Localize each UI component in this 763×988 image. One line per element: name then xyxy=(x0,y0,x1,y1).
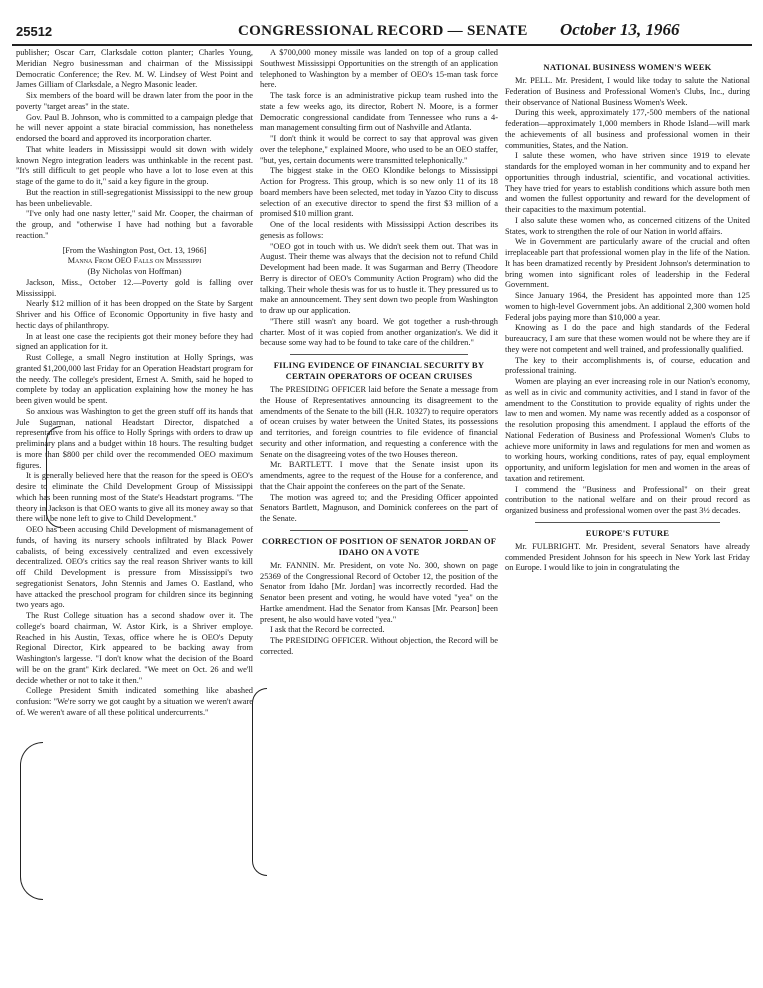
paragraph: We in Government are particularly aware of the crucial and often irreplaceable part that professional women play in the life of the Nation. It has been dramatized recently by President Johnson's determination to bring women into significant roles of leadership in the Federal Government. xyxy=(505,237,750,290)
paragraph: I also salute these women who, as concerned citizens of the United States, work to strengthen the role of our Nation in world affairs. xyxy=(505,215,750,236)
column-3 xyxy=(505,48,750,574)
paragraph: publisher; Oscar Carr, Clarksdale cotton planter; Charles Young, Meridian Negro businessman and chairman of the Mississippi Democratic Conference; the Rev. M. W. Lindsey of West Point and James Gilliam of Clarksdale, a Negro Masonic leader. xyxy=(16,48,253,90)
handwritten-bracket-mark xyxy=(252,688,267,876)
paragraph: I ask that the Record be corrected. xyxy=(270,625,385,635)
paragraph: "I don't think it would be correct to say that approval was given over the telephone," explained Moore, who used to be an OEO staffer, "but, yes, certain documents were transmitted telephonically." xyxy=(260,134,498,165)
paragraph: In at least one case the recipients got their money before they had signed an application for it. xyxy=(16,331,253,352)
paragraph: One of the local residents with Mississippi Action describes its genesis as follows: xyxy=(260,220,498,240)
byline: (By Nicholas von Hoffman) xyxy=(87,267,182,276)
paragraph: Nearly $12 million of it has been dropped on the State by Sargent Shriver and his Office of Economic Opportunity in five hasty and hectic days of philanthropy. xyxy=(16,299,253,330)
source-line: [From the Washington Post, Oct. 13, 1966] xyxy=(62,245,207,255)
page-number: 25512 xyxy=(16,24,53,39)
paragraph: Knowing as I do the pace and high standards of the Federal bureaucracy, I am sure that these women would not be where they are if they were not competent and well trained, and professionally qualified. xyxy=(505,323,750,354)
section-heading: NATIONAL BUSINESS WOMEN'S WEEK xyxy=(543,62,712,72)
section-heading: FILING EVIDENCE OF FINANCIAL SECURITY BY CERTAIN OPERATORS OF OCEAN CRUISES xyxy=(273,360,485,381)
paragraph: Gov. Paul B. Johnson, who is committed to a campaign pledge that he will never appoint a state biracial commission, has nonetheless endorsed the board and approved its incorporation charter. xyxy=(16,112,253,143)
paragraph: Jackson, Miss., October 12.—Poverty gold is falling over Mississippi. xyxy=(16,277,253,298)
column-1 xyxy=(16,48,253,719)
paragraph: College President Smith indicated something like abashed confusion: "We're sorry we got caught by a situation we weren't aware of. We weren't aware of all these political undercurrents." xyxy=(16,686,253,717)
paragraph: During this week, approximately 177,-500 members of the national federation—approximately 1,000 members in Rhode Island—will mark the achievements of all business and professional women in their communities, States, and the Nation. xyxy=(505,108,750,150)
paragraph: The motion was agreed to; and the Presiding Officer appointed Senators Bartlett, Magnuson, and Dominick conferees on the part of the Senate. xyxy=(260,492,498,523)
paragraph: The key to their accomplishments is, of course, education and professional training. xyxy=(505,355,750,376)
paragraph: Since January 1964, the President has appointed more than 125 women to high-level Government jobs. An additional 2,300 women hold Federal jobs paying more than $10,000 a year. xyxy=(505,291,750,322)
column-2 xyxy=(260,48,498,658)
paragraph: Rust College, a small Negro institution at Holly Springs, was granted $1,200,000 last Friday for an Operation Headstart program for the needy. The college's president, Ernest A. Smith, said he hoped to complete by today an application explaining how the money he has been given would be spent. xyxy=(16,353,253,405)
handwritten-bracket-mark xyxy=(20,742,43,900)
paragraph: Women are playing an ever increasing role in our Nation's economy, as well as in civic and community activities, and I stand in favor of the amendment to the Constitution to provide equality of rights under the law to men and women. My name was recently added as a cosponsor of the resolution proposing this amendment. I applaud the efforts of the National Federation of Business and Professional Women's Clubs to achieve more uniformity in laws and regulations for men and women as to working hours, working conditions, rates of pay, equal employment opportunity, and uniform legislation for men and women in the areas of taxation and retirement. xyxy=(505,377,750,483)
paragraph: The Rust College situation has a second shadow over it. The college's board chairman, W. Astor Kirk, is a Shriver employe. Reached in his Austin, Texas, office where he is OEO's Deputy Regional Director, Kirk appeared to be backing away from Washington's largesse. "I don't know what the decision of the Board will be on the grant" Kirk declared. "We meet on Oct. 26 and we'll decide whether or not to take it then." xyxy=(16,611,253,685)
paragraph: Six members of the board will be drawn later from the poor in the poverty "target areas" in the state. xyxy=(16,91,253,111)
paragraph: "I've only had one nasty letter," said Mr. Cooper, the chairman of the group, and "otherwise I have had nothing but a favorable reaction." xyxy=(16,209,253,240)
paragraph: I commend the "Business and Professional" on their great contribution to the national welfare and on their proud record as organized business and professional women over the past 3½ decades. xyxy=(505,484,750,515)
paragraph: I salute these women, who have striven since 1919 to elevate standards for the employed woman in her community and to expand her opportunities through industrial, scientific, and vocational activities. They have tried for years to establish conditions which assure both men and women the fullest opportunity and reward for the development of their capacities to the maximum potential. xyxy=(505,151,750,214)
paragraph: It is generally believed here that the reason for the speed is OEO's desire to eliminate the Child Development Group of Mississippi which has been running most of the State's Headstart programs. "The theory in Jackson is that OEO wants to give all its money away so that there will be none left to give to Child Development." xyxy=(16,471,253,524)
paragraph: The biggest stake in the OEO Klondike belongs to Mississippi Action for Progress. This group, which is so new only 11 of its 18 board members have been selected, met today in Yazoo City to discuss selection of an executive director to spend the first $3 million of a promised $10 million grant. xyxy=(260,166,498,219)
issue-date: October 13, 1966 xyxy=(560,20,680,39)
paragraph: Mr. BARTLETT. I move that the Senate insist upon its amendments, agree to the request of the House for a conference, and that the Chair appoint the conferees on the part of the Senate. xyxy=(260,460,498,491)
handwritten-bracket-mark xyxy=(46,426,61,528)
paragraph: Mr. FANNIN. Mr. President, on vote No. 300, shown on page 25369 of the Congressional Record of October 12, the position of the Senator from Idaho [Mr. Jordan] was incorrectly recorded. Had the Senator been present and voting, he would have voted "yea" on the Hartke amendment. Had the Senator from Kansas [Mr. Pearson] been present, he also would have voted "yea." xyxy=(260,560,498,624)
paragraph: "There still wasn't any board. We got together a rush-through charter. Most of it was copied from another organization's. We did it because some way had to be found to take care of the children." xyxy=(260,316,498,348)
article-title: Manna From OEO Falls on Mississippi xyxy=(67,256,202,266)
paragraph: Mr. FULBRIGHT. Mr. President, several Senators have already commended President Johnson for his speech in New York last Friday on Europe. I would like to join in congratulating the xyxy=(505,541,750,573)
paragraph: The PRESIDING OFFICER. Without objection, the Record will be corrected. xyxy=(260,636,498,656)
paragraph: Mr. PELL. Mr. President, I would like today to salute the National Federation of Business and Professional Women's Clubs, Inc., during their observance of National Business Women's Week. xyxy=(505,76,750,107)
paragraph: A $700,000 money missile was landed on top of a group called Southwest Mississippi Opportunities on the strength of an application telephoned to Washington by a member of OEO's 15-man task force here. xyxy=(260,48,498,90)
page-header xyxy=(0,0,763,44)
section-divider xyxy=(290,530,468,531)
paragraph: "OEO got in touch with us. We didn't seek them out. That was in August. Their theme was always that the decision not to refund Child Development had been made. It was Sugarman and Berry (Theodore Berry is director of OEO's Community Action Program) who did the talking. Their whole thesis was for us to hustle it. They pressured us to make an announcement. They sent down two people from Washington to draw up our application. xyxy=(260,241,498,315)
publication-title: CONGRESSIONAL RECORD — SENATE xyxy=(238,23,528,39)
paragraph: OEO has been accusing Child Development of mismanagement of funds, of having its nursery schools infiltrated by Black Power cabalists, of being excessively centralized and even excessively decentralized. OEO's critics say the real reason Shriver wants to kill off Child Development is pressure from Mississippi's two segregationist Senators, John Stennis and James O. Eastland, who have attacked the preschool program for children since its beginning two years ago. xyxy=(16,525,253,610)
paragraph: So anxious was Washington to get the green stuff off its hands that Jule Sugarman, national Headstart Director, dispatched a representative from his office to Holly Springs with orders to draw up preliminary plans and a budget within 18 hours. The resulting budget is more than $800 per child over the recommended OEO maximum figures. xyxy=(16,406,253,470)
section-heading: EUROPE'S FUTURE xyxy=(585,527,670,538)
section-divider xyxy=(290,354,468,355)
header-rule xyxy=(12,44,752,46)
paragraph: The task force is an administrative pickup team rushed into the state a few weeks ago, its director, Robert N. Moore, is a former Democratic congressional candidate from Tennessee who runs a 4-man management consulting firm out of Nashville and Atlanta. xyxy=(260,91,498,133)
section-heading: CORRECTION OF POSITION OF SENATOR JORDAN OF IDAHO ON A VOTE xyxy=(261,535,497,557)
paragraph: That white leaders in Mississippi would sit down with widely known Negro integration leaders was unthinkable in the recent past. "It's still difficult to get people who have a lot to lose even at this stage of the game to do it," said a key figure in the group. xyxy=(16,144,253,186)
paragraph: The PRESIDING OFFICER laid before the Senate a message from the House of Representatives announcing its disagreement to the amendments of the Senate to the bill (H.R. 10327) to require operators of ocean cruises by water between the United States, its possessions and territories, and foreign countries to file evidence of financial security and other information, and requesting a conference with the Senate on the disagreeing votes of the two Houses thereon. xyxy=(260,385,498,459)
section-divider xyxy=(535,522,720,523)
paragraph: But the reaction in still-segregationist Mississippi to the new group has been unbelievable. xyxy=(16,187,253,208)
